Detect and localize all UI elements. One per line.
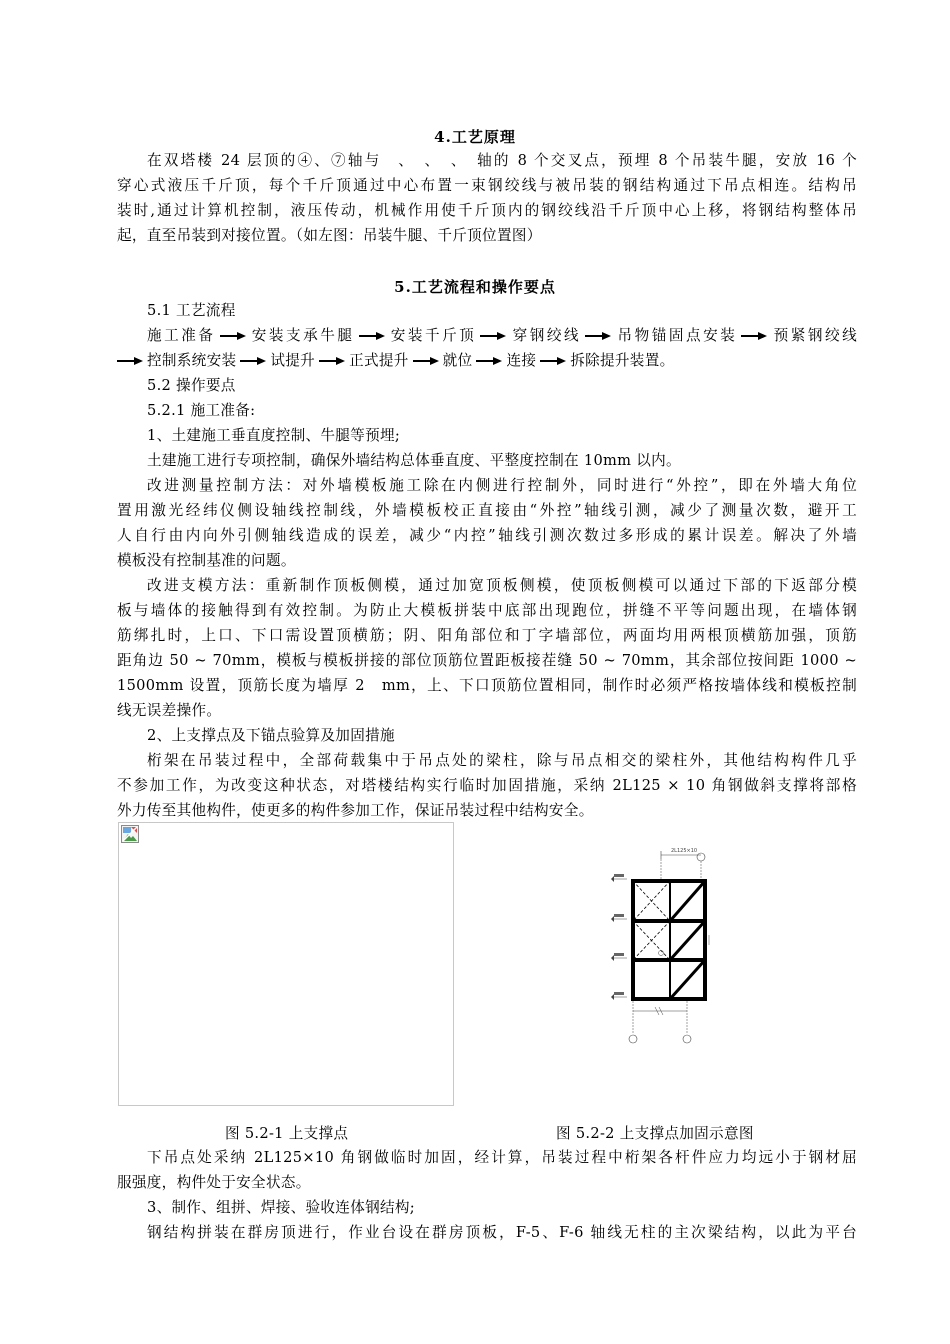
paragraph-line: 下吊点处采纳 2L125×10 角钢做临时加固，经计算，吊装过程中桁架各杆件应力均远小于钢材屈: [147, 1149, 857, 1166]
paragraph-line: 置用激光经纬仪侧设轴线控制线，外墙模板校正直接由“外控”轴线引测，减少了测量次数，避开工: [117, 502, 857, 519]
flow-step: 控制系统安装: [147, 352, 237, 369]
arrow-right-icon: [359, 331, 385, 341]
arrow-right-icon: [240, 356, 266, 366]
flow-step: 安装千斤顶: [388, 327, 477, 344]
arrow-right-icon: [220, 331, 246, 341]
list-item-2: 2、上支撑点及下锚点验算及加固措施: [147, 727, 395, 744]
arrow-right-icon: [117, 356, 143, 366]
flow-step: 穿钢绞线: [510, 327, 582, 344]
flow-step: 吊物锚固点安装: [615, 327, 738, 344]
flow-step: 安装支承牛腿: [249, 327, 355, 344]
section-5-title: 5.工艺流程和操作要点: [394, 278, 556, 296]
flow-step: 拆除提升装置。: [570, 352, 675, 369]
subsection-5-1-title: 5.1 工艺流程: [147, 302, 236, 319]
flow-step: 试提升: [270, 352, 316, 369]
figure-5-2-1-image: [118, 822, 454, 1106]
paragraph-line: 板与墙体的接触得到有效控制。为防止大模板拼装中底部出现跑位，拼缝不平等问题出现，在墙体钢: [117, 602, 857, 619]
arrow-right-icon: [741, 331, 767, 341]
section-4-title: 4.工艺原理: [434, 128, 516, 146]
list-item-3: 3、制作、组拼、焊接、验收连体钢结构;: [147, 1199, 415, 1216]
flow-step: 连接: [506, 352, 537, 369]
arrow-right-icon: [585, 331, 611, 341]
paragraph-line: 不参加工作，为改变这种状态，对塔楼结构实行临时加固措施，采纳 2L125 × 10 角钢做斜支撑将部格: [117, 777, 857, 794]
arrow-right-icon: [476, 356, 502, 366]
arrow-right-icon: [413, 356, 439, 366]
paragraph-line: 在双塔楼 24 层顶的④、⑦轴与 、 、 、 轴的 8 个交叉点，预埋 8 个吊装牛腿，安放 16 个: [147, 152, 857, 169]
paragraph-line: 人自行由内向外引侧轴线造成的误差，减少“内控”轴线引测次数过多形成的累计误差。解决了外墙: [117, 527, 857, 544]
figure-5-2-2-caption: 图 5.2-2 上支撑点加固示意图: [556, 1125, 754, 1142]
fig2-member-label: 2L125×10: [671, 848, 698, 854]
paragraph-line: 装时,通过计算机控制，液压传动，机械作用使千斤顶内的钢绞线沿千斤顶中心上移，将钢结构整体吊: [117, 202, 857, 219]
arrow-right-icon: [480, 331, 506, 341]
paragraph-line: 线无误差操作。: [117, 702, 222, 719]
paragraph-line: 改进支模方法：重新制作顶板侧模，通过加宽顶板侧模，使顶板侧模可以通过下部的下返部分模: [147, 577, 857, 594]
figure-5-2-1-caption: 图 5.2-1 上支撑点: [225, 1125, 349, 1142]
paragraph-line: 距角边 50 ~ 70mm，模板与模板拼接的部位顶筋位置距板接茬缝 50 ~ 70mm，其余部位按间距 1000 ~: [117, 652, 857, 669]
paragraph-line: 外力传至其他构件，使更多的构件参加工作，保证吊装过程中结构安全。: [117, 802, 594, 819]
paragraph-line: 桁架在吊装过程中，全部荷载集中于吊点处的梁柱，除与吊点相交的梁柱外，其他结构构件几乎: [147, 752, 857, 769]
paragraph-line: 起，直至吊装到对接位置。（如左图：吊装牛腿、千斤顶位置图）: [117, 227, 542, 244]
process-flow-line-2: [117, 348, 857, 373]
paragraph-line: 1500mm 设置，顶筋长度为墙厚 2 mm，上、下口顶筋位置相同，制作时必须严格按墙体线和模板控制: [117, 677, 857, 694]
flow-step: 就位: [442, 352, 473, 369]
flow-step: 正式提升: [349, 352, 409, 369]
flow-step: 施工准备: [147, 327, 216, 344]
subsection-5-2-title: 5.2 操作要点: [147, 377, 236, 394]
subsection-5-2-1-title: 5.2.1 施工准备:: [147, 402, 256, 419]
paragraph-line: 模板没有控制基准的问题。: [117, 552, 296, 569]
broken-image-icon: [121, 825, 139, 843]
paragraph-line: 改进测量控制方法：对外墙模板施工除在内侧进行控制外，同时进行“外控”，即在外墙大角位: [147, 477, 857, 494]
arrow-right-icon: [540, 356, 566, 366]
figure-5-2-2-diagram: [605, 843, 715, 1053]
paragraph-line: 土建施工进行专项控制，确保外墙结构总体垂直度、平整度控制在 10mm 以内。: [147, 452, 681, 469]
list-item-1: 1、土建施工垂直度控制、牛腿等预埋;: [147, 427, 401, 444]
flow-step: 预紧钢绞线: [771, 327, 857, 344]
paragraph-line: 服强度，构件处于安全状态。: [117, 1174, 311, 1191]
paragraph-line: 钢结构拼装在群房顶进行，作业台设在群房顶板，F-5、F-6 轴线无柱的主次梁结构，以此为平台: [147, 1224, 857, 1241]
process-flow-line-1: [117, 323, 857, 348]
arrow-right-icon: [319, 356, 345, 366]
paragraph-line: 筋绑扎时，上口、下口需设置顶横筋；阴、阳角部位和丁字墙部位，两面均用两根顶横筋加强，顶筋: [117, 627, 857, 644]
paragraph-line: 穿心式液压千斤顶，每个千斤顶通过中心布置一束钢绞线与被吊装的钢结构通过下吊点相连。结构吊: [117, 177, 857, 194]
